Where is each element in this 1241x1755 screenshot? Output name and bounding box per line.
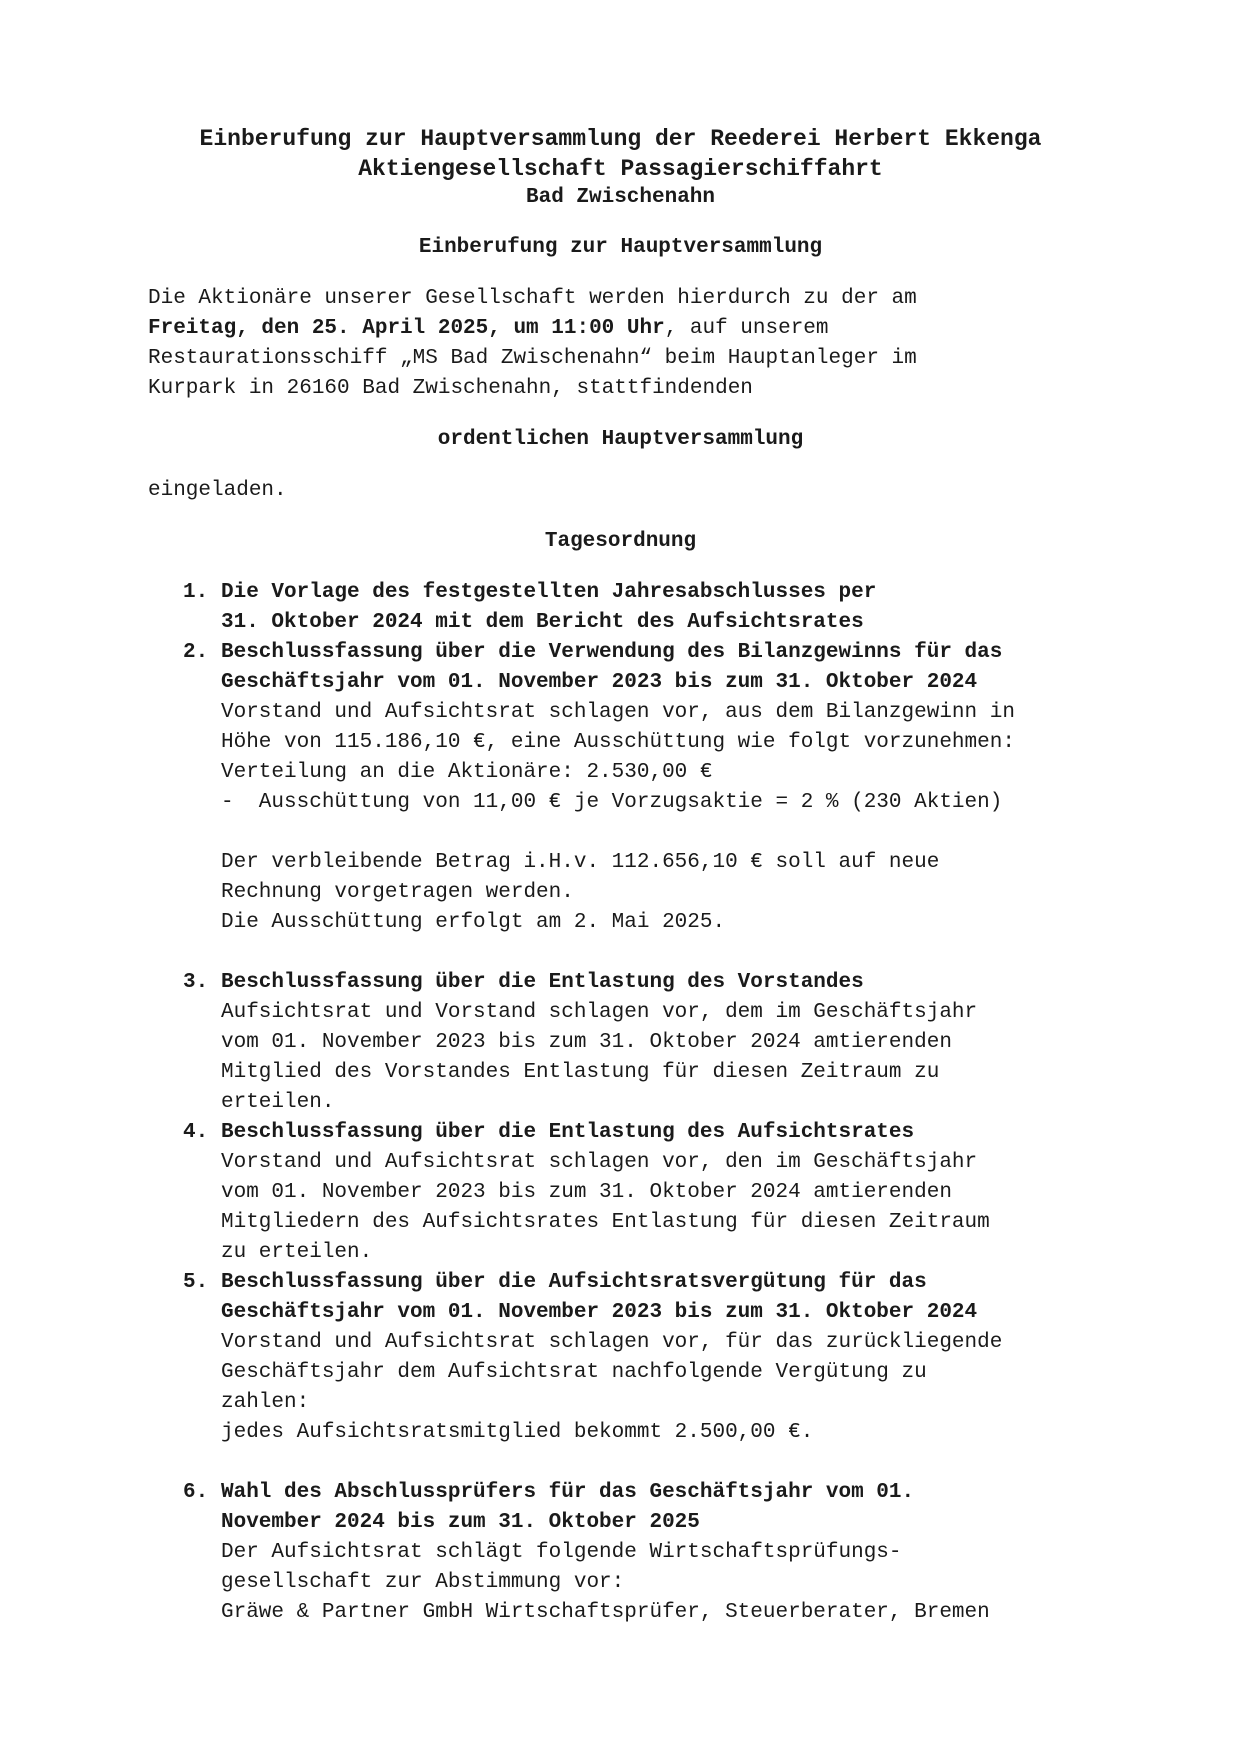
intro-line-1: Die Aktionäre unserer Gesellschaft werden hierdurch zu der am: [148, 287, 917, 310]
agenda-item-text: Der verbleibende Betrag i.H.v. 112.656,10 € soll auf neue: [221, 851, 940, 874]
meeting-heading: ordentlichen Hauptversammlung: [437, 428, 804, 451]
agenda-item-title: Beschlussfassung über die Aufsichtsratsvergütung für das: [221, 1271, 927, 1294]
intro-line-2-rest: , auf unserem: [664, 317, 829, 340]
agenda-item-number: 3.: [183, 971, 209, 994]
agenda-item-text: Vorstand und Aufsichtsrat schlagen vor, aus dem Bilanzgewinn in: [221, 701, 1015, 724]
agenda-item-number: 6.: [183, 1481, 209, 1504]
agenda-item-text: zahlen:: [221, 1391, 310, 1414]
agenda-item-title: Beschlussfassung über die Verwendung des Bilanzgewinns für das: [221, 641, 1003, 664]
agenda-item-title: November 2024 bis zum 31. Oktober 2025: [221, 1511, 700, 1534]
agenda-item-title: Beschlussfassung über die Entlastung des Vorstandes: [221, 971, 864, 994]
agenda-item-text: Vorstand und Aufsichtsrat schlagen vor, den im Geschäftsjahr: [221, 1151, 978, 1174]
intro-line-2: [148, 314, 829, 344]
agenda-item-text: Aufsichtsrat und Vorstand schlagen vor, dem im Geschäftsjahr: [221, 1001, 978, 1024]
document-title-line-1: Einberufung zur Hauptversammlung der Reederei Herbert Ekkenga: [199, 126, 1042, 152]
agenda-item-number: 2.: [183, 641, 209, 664]
intro-line-3: Restaurationsschiff „MS Bad Zwischenahn“ beim Hauptanleger im: [148, 347, 917, 370]
intro-closing: eingeladen.: [148, 479, 287, 502]
agenda-item-title: Die Vorlage des festgestellten Jahresabschlusses per: [221, 581, 877, 604]
agenda-item-number: 4.: [183, 1121, 209, 1144]
agenda-item-title: Beschlussfassung über die Entlastung des Aufsichtsrates: [221, 1121, 915, 1144]
agenda-item-title: Geschäftsjahr vom 01. November 2023 bis zum 31. Oktober 2024: [221, 1301, 978, 1324]
intro-line-4: Kurpark in 26160 Bad Zwischenahn, stattfindenden: [148, 377, 753, 400]
agenda-item-title: 31. Oktober 2024 mit dem Bericht des Aufsichtsrates: [221, 611, 864, 634]
agenda-item-text: Höhe von 115.186,10 €, eine Ausschüttung wie folgt vorzunehmen:: [221, 731, 1015, 754]
agenda-item-text: Geschäftsjahr dem Aufsichtsrat nachfolgende Vergütung zu: [221, 1361, 927, 1384]
agenda-item-text: Rechnung vorgetragen werden.: [221, 881, 574, 904]
agenda-item-text: zu erteilen.: [221, 1241, 373, 1264]
agenda-item-text: Die Ausschüttung erfolgt am 2. Mai 2025.: [221, 911, 726, 934]
agenda-item-text: Mitglied des Vorstandes Entlastung für diesen Zeitraum zu: [221, 1061, 940, 1084]
agenda-item-number: 5.: [183, 1271, 209, 1294]
agenda-item-text: Der Aufsichtsrat schlägt folgende Wirtschaftsprüfungs-: [221, 1541, 902, 1564]
meeting-date: Freitag, den 25. April 2025, um 11:00 Uhr: [148, 317, 665, 340]
agenda-item-text: erteilen.: [221, 1091, 335, 1114]
agenda-item-number: 1.: [183, 581, 209, 604]
document-title-line-2: Aktiengesellschaft Passagierschiffahrt: [358, 156, 883, 182]
agenda-item-text: Verteilung an die Aktionäre: 2.530,00 €: [221, 761, 713, 784]
agenda-item-text: gesellschaft zur Abstimmung vor:: [221, 1571, 625, 1594]
agenda-item-title: Wahl des Abschlussprüfers für das Geschäftsjahr vom 01.: [221, 1481, 915, 1504]
agenda-item-title: Geschäftsjahr vom 01. November 2023 bis zum 31. Oktober 2024: [221, 671, 978, 694]
document-title-location: Bad Zwischenahn: [525, 186, 716, 209]
agenda-item-text: vom 01. November 2023 bis zum 31. Oktober 2024 amtierenden: [221, 1181, 952, 1204]
agenda-heading: Tagesordnung: [544, 530, 697, 553]
agenda-item-text: Mitgliedern des Aufsichtsrates Entlastung für diesen Zeitraum: [221, 1211, 990, 1234]
agenda-item-text: vom 01. November 2023 bis zum 31. Oktober 2024 amtierenden: [221, 1031, 952, 1054]
agenda-item-text: jedes Aufsichtsratsmitglied bekommt 2.500,00 €.: [221, 1421, 814, 1444]
agenda-item-text: - Ausschüttung von 11,00 € je Vorzugsaktie = 2 % (230 Aktien): [221, 791, 1003, 814]
section-heading: Einberufung zur Hauptversammlung: [418, 236, 823, 259]
agenda-item-text: Gräwe & Partner GmbH Wirtschaftsprüfer, Steuerberater, Bremen: [221, 1601, 990, 1624]
agenda-item-text: Vorstand und Aufsichtsrat schlagen vor, für das zurückliegende: [221, 1331, 1003, 1354]
